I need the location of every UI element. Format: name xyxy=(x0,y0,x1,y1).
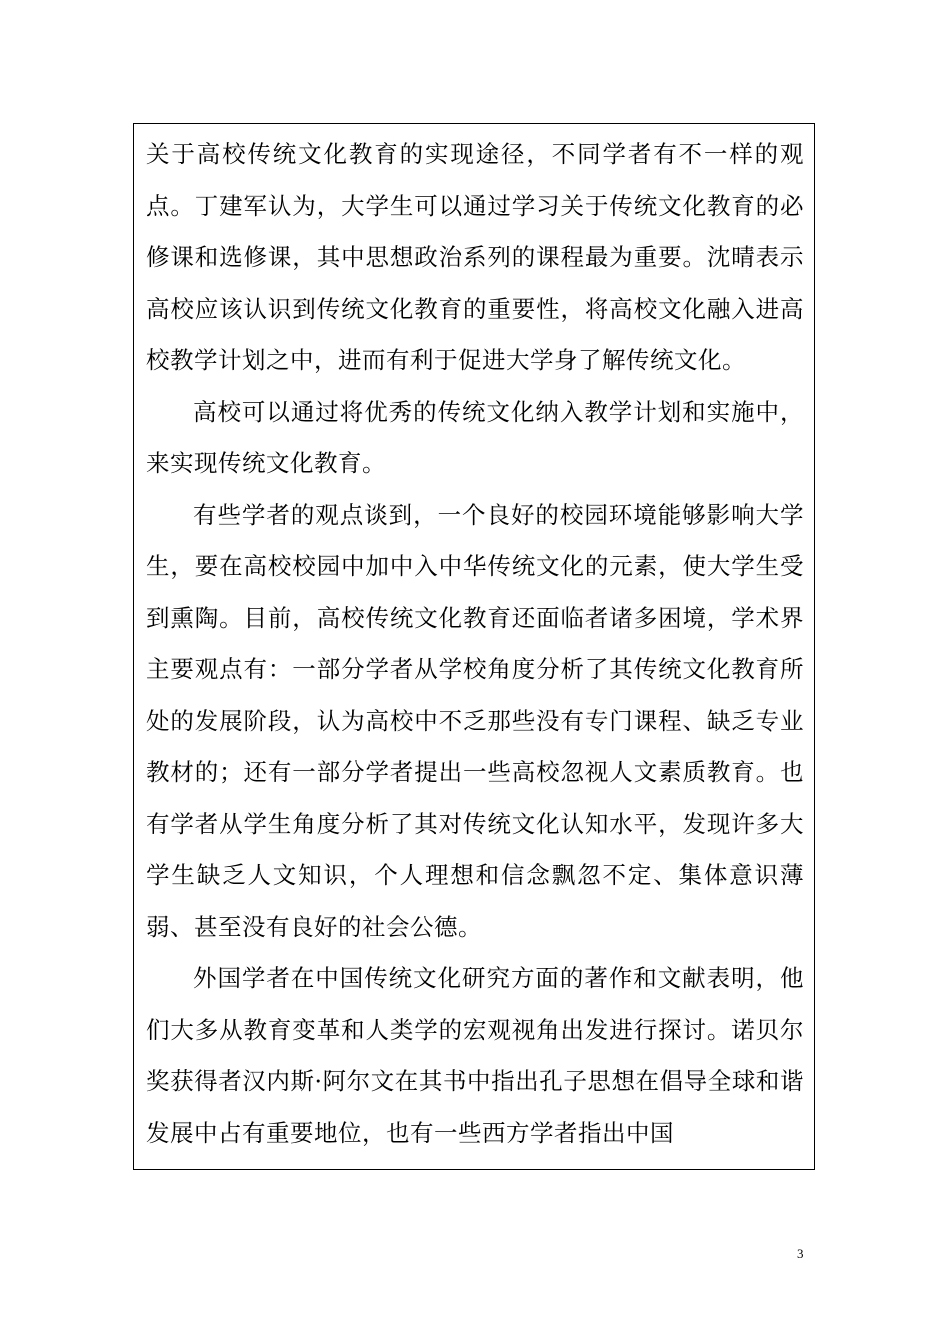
paragraph-1: 关于高校传统文化教育的实现途径，不同学者有不一样的观点。丁建军认为，大学生可以通过学习关于传统文化教育的必修课和选修课，其中思想政治系列的课程最为重要。沈晴表示高校应该认识到传统文化教育的重要性，将高校文化融入进高校教学计划之中，进而有利于促进大学身了解传统文化。 xyxy=(146,140,804,374)
document-body xyxy=(146,129,804,1159)
paragraph-3: 有些学者的观点谈到，一个良好的校园环境能够影响大学生，要在高校校园中加中入中华传统文化的元素，使大学生受到熏陶。目前，高校传统文化教育还面临者诸多困境，学术界主要观点有：一部分学者从学校角度分析了其传统文化教育所处的发展阶段，认为高校中不乏那些没有专门课程、缺乏专业教材的；还有一部分学者提出一些高校忽视人文素质教育。也有学者从学生角度分析了其对传统文化认知水平，发现许多大学生缺乏人文知识，个人理想和信念飘忽不定、集体意识薄弱、甚至没有良好的社会公德。 xyxy=(146,500,804,941)
text-box-frame xyxy=(133,123,815,1170)
paragraph-4: 外国学者在中国传统文化研究方面的著作和文献表明，他们大多从教育变革和人类学的宏观视角出发进行探讨。诺贝尔奖获得者汉内斯·阿尔文在其书中指出孔子思想在倡导全球和谐发展中占有重要地位，也有一些西方学者指出中国 xyxy=(146,964,804,1147)
paragraph-2: 高校可以通过将优秀的传统文化纳入教学计划和实施中，来实现传统文化教育。 xyxy=(146,397,804,477)
page-number: 3 xyxy=(797,1246,804,1261)
